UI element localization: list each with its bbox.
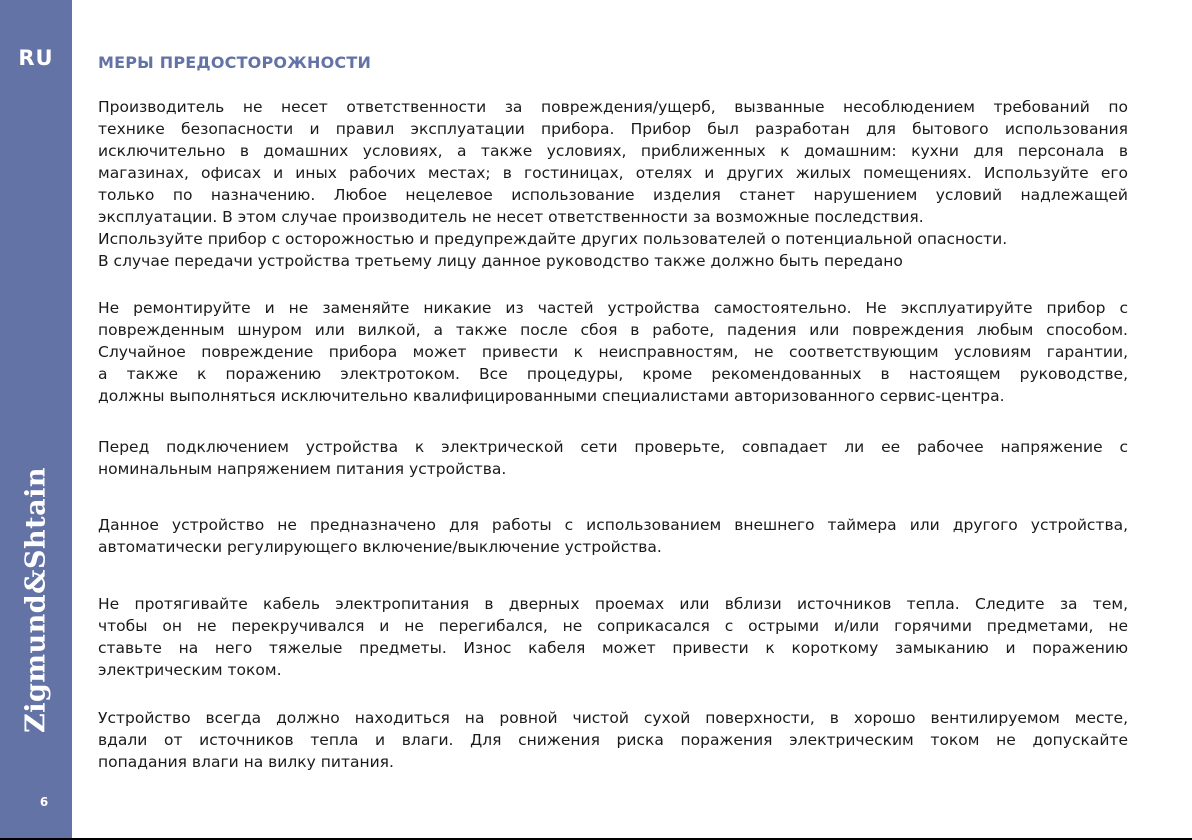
- text-line: Используйте прибор с осторожностью и предупреждайте других пользователей о потенциальной опасности.: [98, 230, 1008, 248]
- paragraph-voltage: [98, 436, 1128, 480]
- paragraph-disclaimer: [98, 96, 1128, 272]
- text-line: эксплуатации. В этом случае производитель не несет ответственности за возможные последствия.: [98, 208, 924, 226]
- text-line: Производитель не несет ответственности за повреждения/ущерб, вызванные несоблюдением требований по: [98, 98, 1128, 116]
- brand-logo: Zigmund&Shtain: [20, 467, 52, 733]
- text-line: исключительно в домашних условиях, а также условиях, приближенных к домашним: кухни для персонала в: [98, 142, 1128, 160]
- section-heading: МЕРЫ ПРЕДОСТОРОЖНОСТИ: [98, 53, 372, 72]
- text-line: магазинах, офисах и иных рабочих местах; в гостиницах, отелях и других жилых помещениях. Используйте его: [98, 164, 1128, 182]
- text-line: номинальным напряжением питания устройства.: [98, 460, 507, 478]
- text-line: Данное устройство не предназначено для работы с использованием внешнего таймера или другого устройства,: [98, 516, 1128, 534]
- text-line: В случае передачи устройства третьему лицу данное руководство также должно быть передано: [98, 252, 903, 270]
- paragraph-timer: [98, 514, 1128, 558]
- text-line: Случайное повреждение прибора может привести к неисправностям, не соответствующим условиям гарантии,: [98, 343, 1128, 361]
- text-line: должны выполняться исключительно квалифицированными специалистами авторизованного сервис-центра.: [98, 387, 1005, 405]
- text-line: технике безопасности и правил эксплуатации прибора. Прибор был разработан для бытового использования: [98, 120, 1128, 138]
- text-line: попадания влаги на вилку питания.: [98, 753, 394, 771]
- sidebar: [0, 0, 72, 838]
- text-line: а также к поражению электротоком. Все процедуры, кроме рекомендованных в настоящем руководстве,: [98, 365, 1128, 383]
- text-line: Не протягивайте кабель электропитания в дверных проемах или вблизи источников тепла. Следите за тем,: [98, 595, 1128, 613]
- paragraph-placement: [98, 707, 1128, 773]
- text-line: вдали от источников тепла и влаги. Для снижения риска поражения электрическим током не допускайте: [98, 731, 1128, 749]
- paragraph-repair: [98, 297, 1128, 407]
- text-line: чтобы он не перекручивался и не перегибался, не соприкасался с острыми и/или горячими предметами, не: [98, 617, 1128, 635]
- text-line: поврежденным шнуром или вилкой, а также после сбоя в работе, падения или повреждения любым способом.: [98, 321, 1128, 339]
- text-line: ставьте на него тяжелые предметы. Износ кабеля может привести к короткому замыканию и поражению: [98, 639, 1128, 657]
- paragraph-cable: [98, 593, 1128, 681]
- text-line: только по назначению. Любое нецелевое использование изделия станет нарушением условий надлежащей: [98, 186, 1128, 204]
- text-line: автоматически регулирующего включение/выключение устройства.: [98, 538, 662, 556]
- text-line: Не ремонтируйте и не заменяйте никакие из частей устройства самостоятельно. Не эксплуатируйте прибор с: [98, 299, 1128, 317]
- text-line: электрическим током.: [98, 661, 282, 679]
- language-label: RU: [18, 46, 54, 70]
- text-line: Устройство всегда должно находиться на ровной чистой сухой поверхности, в хорошо вентилируемом месте,: [98, 709, 1128, 727]
- page-number: 6: [39, 795, 49, 809]
- text-line: Перед подключением устройства к электрической сети проверьте, совпадает ли ее рабочее напряжение с: [98, 438, 1128, 456]
